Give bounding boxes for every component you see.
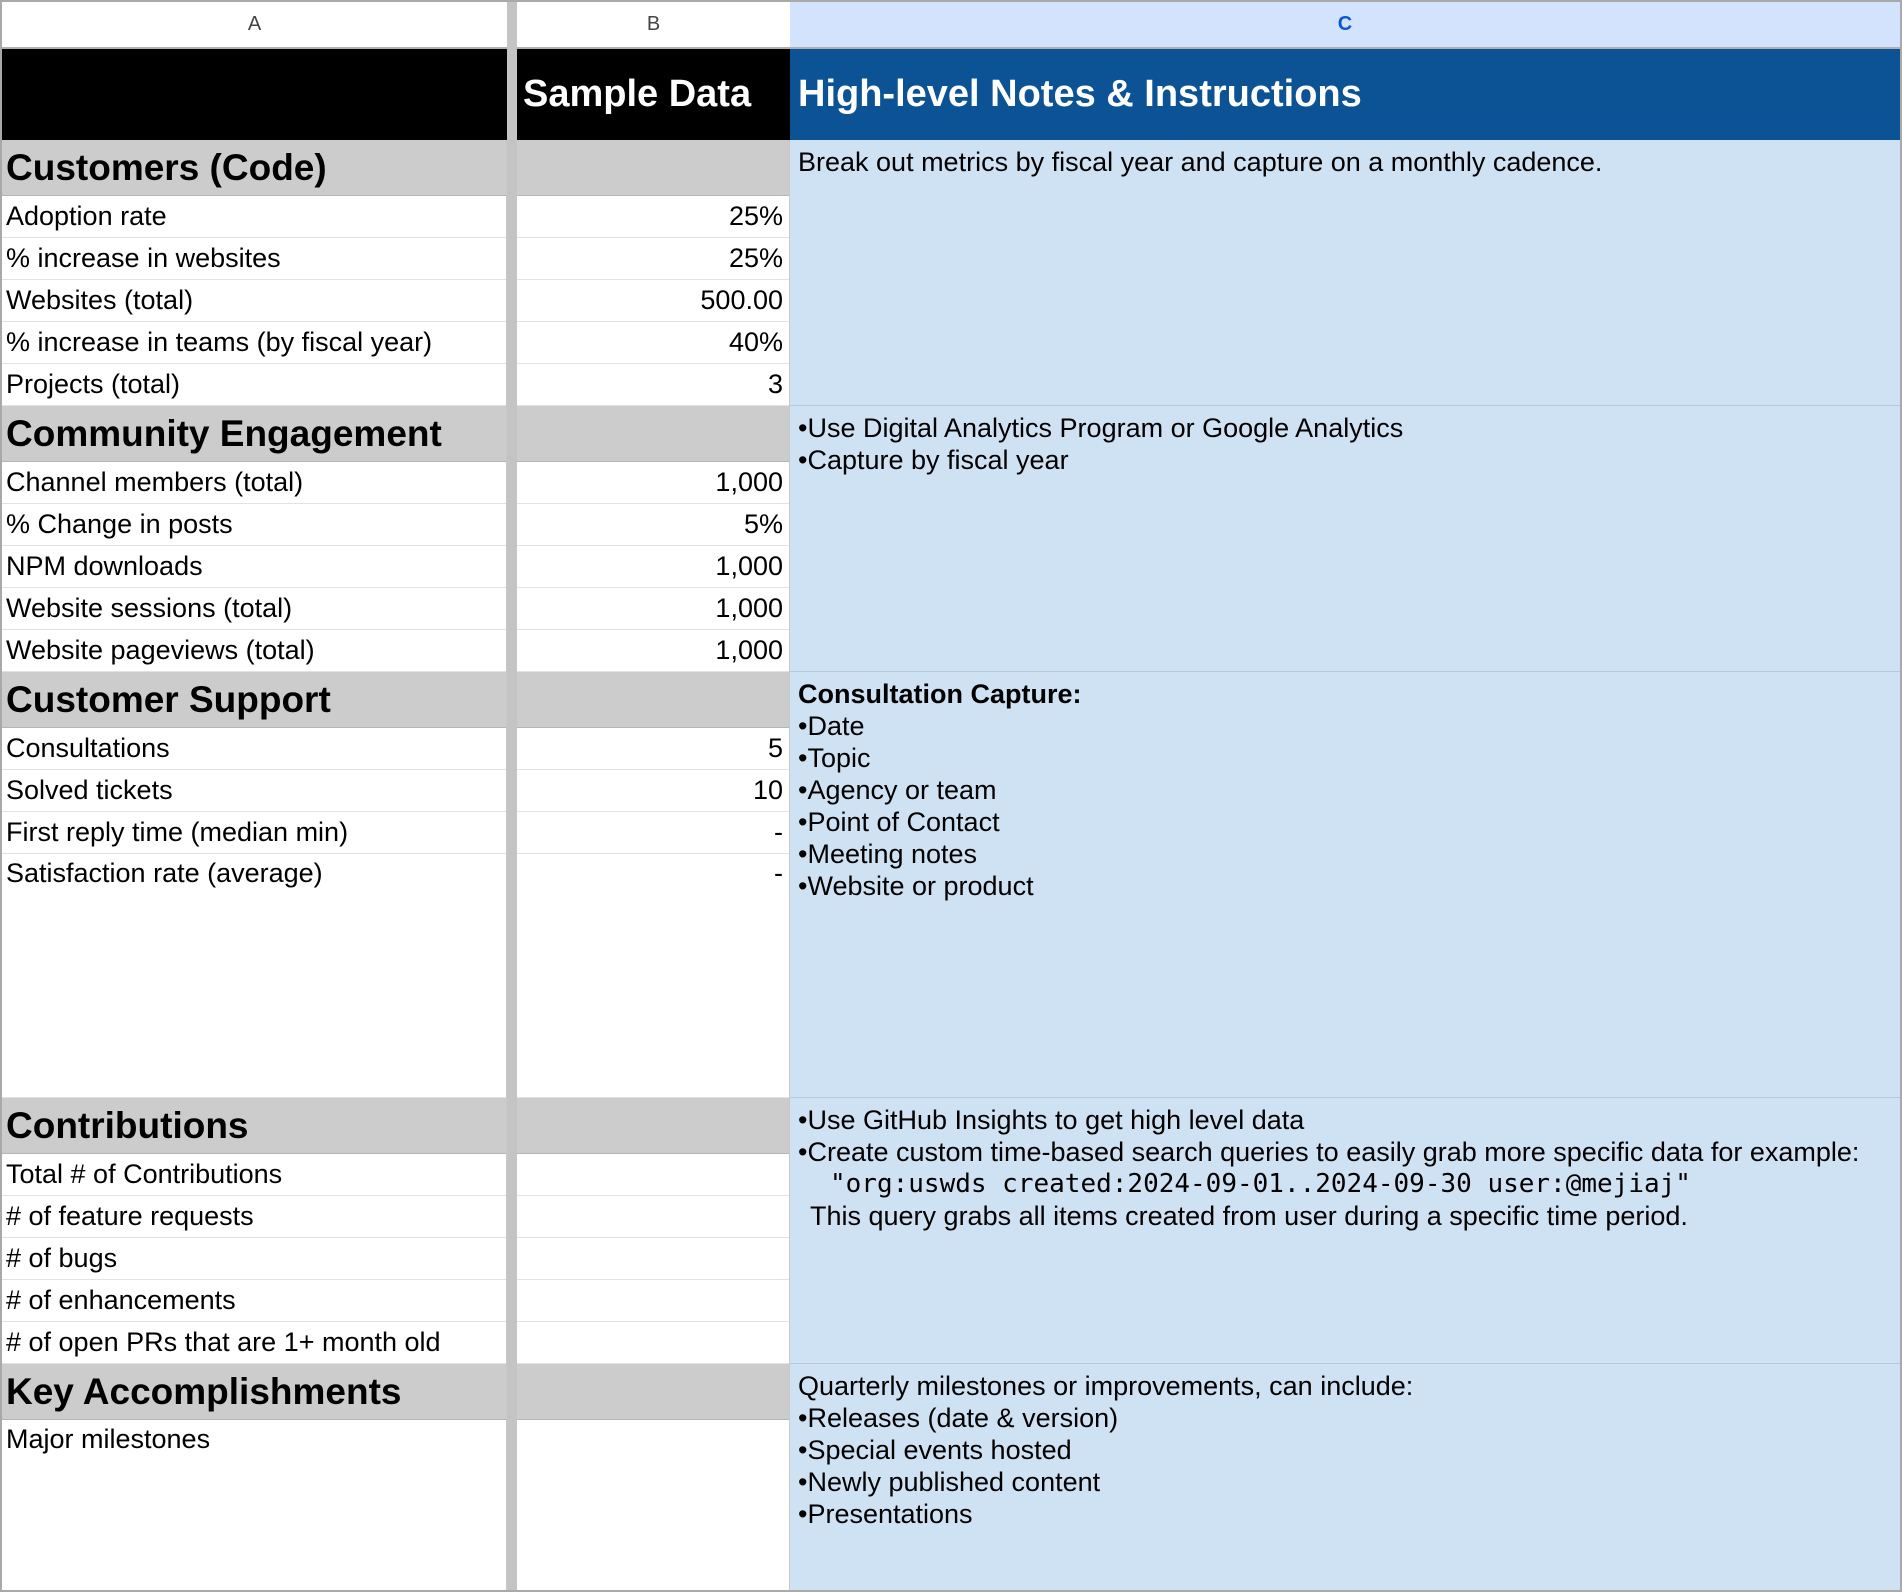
title-notes[interactable]: High-level Notes & Instructions bbox=[790, 49, 1900, 140]
note-bullet: • Agency or team bbox=[798, 774, 1892, 806]
cell-value[interactable]: 5 bbox=[517, 728, 789, 770]
cell-label[interactable]: Adoption rate bbox=[2, 196, 506, 238]
cell-value[interactable]: 25% bbox=[517, 196, 789, 238]
section-header[interactable]: Key Accomplishments bbox=[2, 1364, 506, 1420]
section-customers-values bbox=[517, 140, 790, 406]
cell-label[interactable]: # of feature requests bbox=[2, 1196, 506, 1238]
section-header-b[interactable] bbox=[517, 1364, 789, 1420]
cell-value[interactable] bbox=[517, 1154, 789, 1196]
note-community[interactable] bbox=[790, 406, 1900, 672]
cell-value[interactable]: 1,000 bbox=[517, 462, 789, 504]
cell-label[interactable]: % Change in posts bbox=[2, 504, 506, 546]
note-query-explanation: This query grabs all items created from user during a specific time period. bbox=[810, 1201, 1688, 1231]
note-list bbox=[798, 1402, 1892, 1530]
cell-value[interactable]: 3 bbox=[517, 364, 789, 406]
note-bullet: • Point of Contact bbox=[798, 806, 1892, 838]
cell-label[interactable]: % increase in teams (by fiscal year) bbox=[2, 322, 506, 364]
cell-value[interactable]: - bbox=[517, 854, 789, 1098]
note-bullet: • Date bbox=[798, 710, 1892, 742]
cell-value[interactable] bbox=[517, 1280, 789, 1322]
cell-label[interactable]: First reply time (median min) bbox=[2, 812, 506, 854]
cell-value[interactable]: 1,000 bbox=[517, 588, 789, 630]
note-bullet: • Newly published content bbox=[798, 1466, 1892, 1498]
column-header-b[interactable]: B bbox=[517, 2, 790, 49]
cell-value[interactable]: 40% bbox=[517, 322, 789, 364]
cell-label[interactable]: Total # of Contributions bbox=[2, 1154, 506, 1196]
section-contributions-labels bbox=[2, 1098, 507, 1364]
cell-value[interactable]: 5% bbox=[517, 504, 789, 546]
cell-label[interactable]: % increase in websites bbox=[2, 238, 506, 280]
note-text: Break out metrics by fiscal year and capture on a monthly cadence. bbox=[798, 147, 1603, 177]
cell-label[interactable]: # of enhancements bbox=[2, 1280, 506, 1322]
note-customers[interactable] bbox=[790, 140, 1900, 406]
section-contributions-values bbox=[517, 1098, 790, 1364]
cell-value[interactable] bbox=[517, 1420, 789, 1592]
note-list bbox=[798, 710, 1892, 902]
sheet-grid bbox=[2, 2, 1900, 1592]
title-sample-data[interactable]: Sample Data bbox=[517, 49, 790, 140]
note-bullet: • Create custom time-based search queries to easily grab more specific data for example: bbox=[798, 1136, 1892, 1168]
section-header-b[interactable] bbox=[517, 672, 789, 728]
note-bullet: • Topic bbox=[798, 742, 1892, 774]
frozen-divider bbox=[507, 1098, 517, 1364]
frozen-divider bbox=[507, 1364, 517, 1592]
section-header[interactable]: Customer Support bbox=[2, 672, 506, 728]
title-cell-a[interactable] bbox=[2, 49, 507, 140]
section-header[interactable]: Contributions bbox=[2, 1098, 506, 1154]
cell-value[interactable]: 25% bbox=[517, 238, 789, 280]
cell-value[interactable]: 1,000 bbox=[517, 546, 789, 588]
section-support-values bbox=[517, 672, 790, 1098]
note-bullet: • Releases (date & version) bbox=[798, 1402, 1892, 1434]
cell-label[interactable]: Major milestones bbox=[2, 1420, 506, 1592]
note-contributions[interactable] bbox=[790, 1098, 1900, 1364]
column-header-c[interactable]: C bbox=[790, 2, 1900, 49]
cell-label[interactable]: Channel members (total) bbox=[2, 462, 506, 504]
note-bullet: • Meeting notes bbox=[798, 838, 1892, 870]
note-heading: Consultation Capture: bbox=[798, 679, 1082, 709]
frozen-divider bbox=[507, 406, 517, 672]
cell-value[interactable] bbox=[517, 1322, 789, 1364]
cell-label[interactable]: NPM downloads bbox=[2, 546, 506, 588]
cell-label[interactable]: Websites (total) bbox=[2, 280, 506, 322]
cell-value[interactable] bbox=[517, 1196, 789, 1238]
cell-label[interactable]: Consultations bbox=[2, 728, 506, 770]
section-header-b[interactable] bbox=[517, 406, 789, 462]
cell-label[interactable]: # of open PRs that are 1+ month old bbox=[2, 1322, 506, 1364]
cell-label[interactable]: # of bugs bbox=[2, 1238, 506, 1280]
note-query: "org:uswds created:2024-09-01..2024-09-30 user:@mejiaj" bbox=[830, 1169, 1691, 1199]
note-accomplishments[interactable] bbox=[790, 1364, 1900, 1592]
note-bullet: • Capture by fiscal year bbox=[798, 444, 1892, 476]
frozen-divider bbox=[507, 140, 517, 406]
note-list bbox=[798, 412, 1892, 476]
cell-value[interactable]: - bbox=[517, 812, 789, 854]
frozen-divider bbox=[507, 49, 517, 140]
section-community-values bbox=[517, 406, 790, 672]
cell-label[interactable]: Website pageviews (total) bbox=[2, 630, 506, 672]
cell-value[interactable]: 1,000 bbox=[517, 630, 789, 672]
note-list bbox=[798, 1104, 1892, 1168]
cell-label[interactable]: Solved tickets bbox=[2, 770, 506, 812]
cell-value[interactable]: 500.00 bbox=[517, 280, 789, 322]
cell-label[interactable]: Website sessions (total) bbox=[2, 588, 506, 630]
note-bullet: • Special events hosted bbox=[798, 1434, 1892, 1466]
frozen-divider[interactable] bbox=[507, 2, 517, 49]
section-header[interactable]: Community Engagement bbox=[2, 406, 506, 462]
column-header-a[interactable]: A bbox=[2, 2, 507, 49]
section-header-b[interactable] bbox=[517, 1098, 789, 1154]
note-text: Quarterly milestones or improvements, can include: bbox=[798, 1371, 1414, 1401]
note-bullet: • Use Digital Analytics Program or Google Analytics bbox=[798, 412, 1892, 444]
note-bullet: • Use GitHub Insights to get high level data bbox=[798, 1104, 1892, 1136]
section-accomplishments-values bbox=[517, 1364, 790, 1592]
cell-label[interactable]: Projects (total) bbox=[2, 364, 506, 406]
section-customers-labels bbox=[2, 140, 507, 406]
note-bullet: • Presentations bbox=[798, 1498, 1892, 1530]
cell-value[interactable] bbox=[517, 1238, 789, 1280]
section-community-labels bbox=[2, 406, 507, 672]
note-bullet: • Website or product bbox=[798, 870, 1892, 902]
section-accomplishments-labels bbox=[2, 1364, 507, 1592]
cell-label[interactable]: Satisfaction rate (average) bbox=[2, 854, 506, 1098]
cell-value[interactable]: 10 bbox=[517, 770, 789, 812]
frozen-divider bbox=[507, 672, 517, 1098]
section-header[interactable]: Customers (Code) bbox=[2, 140, 506, 196]
section-header-b[interactable] bbox=[517, 140, 789, 196]
note-support[interactable] bbox=[790, 672, 1900, 1098]
section-support-labels bbox=[2, 672, 507, 1098]
